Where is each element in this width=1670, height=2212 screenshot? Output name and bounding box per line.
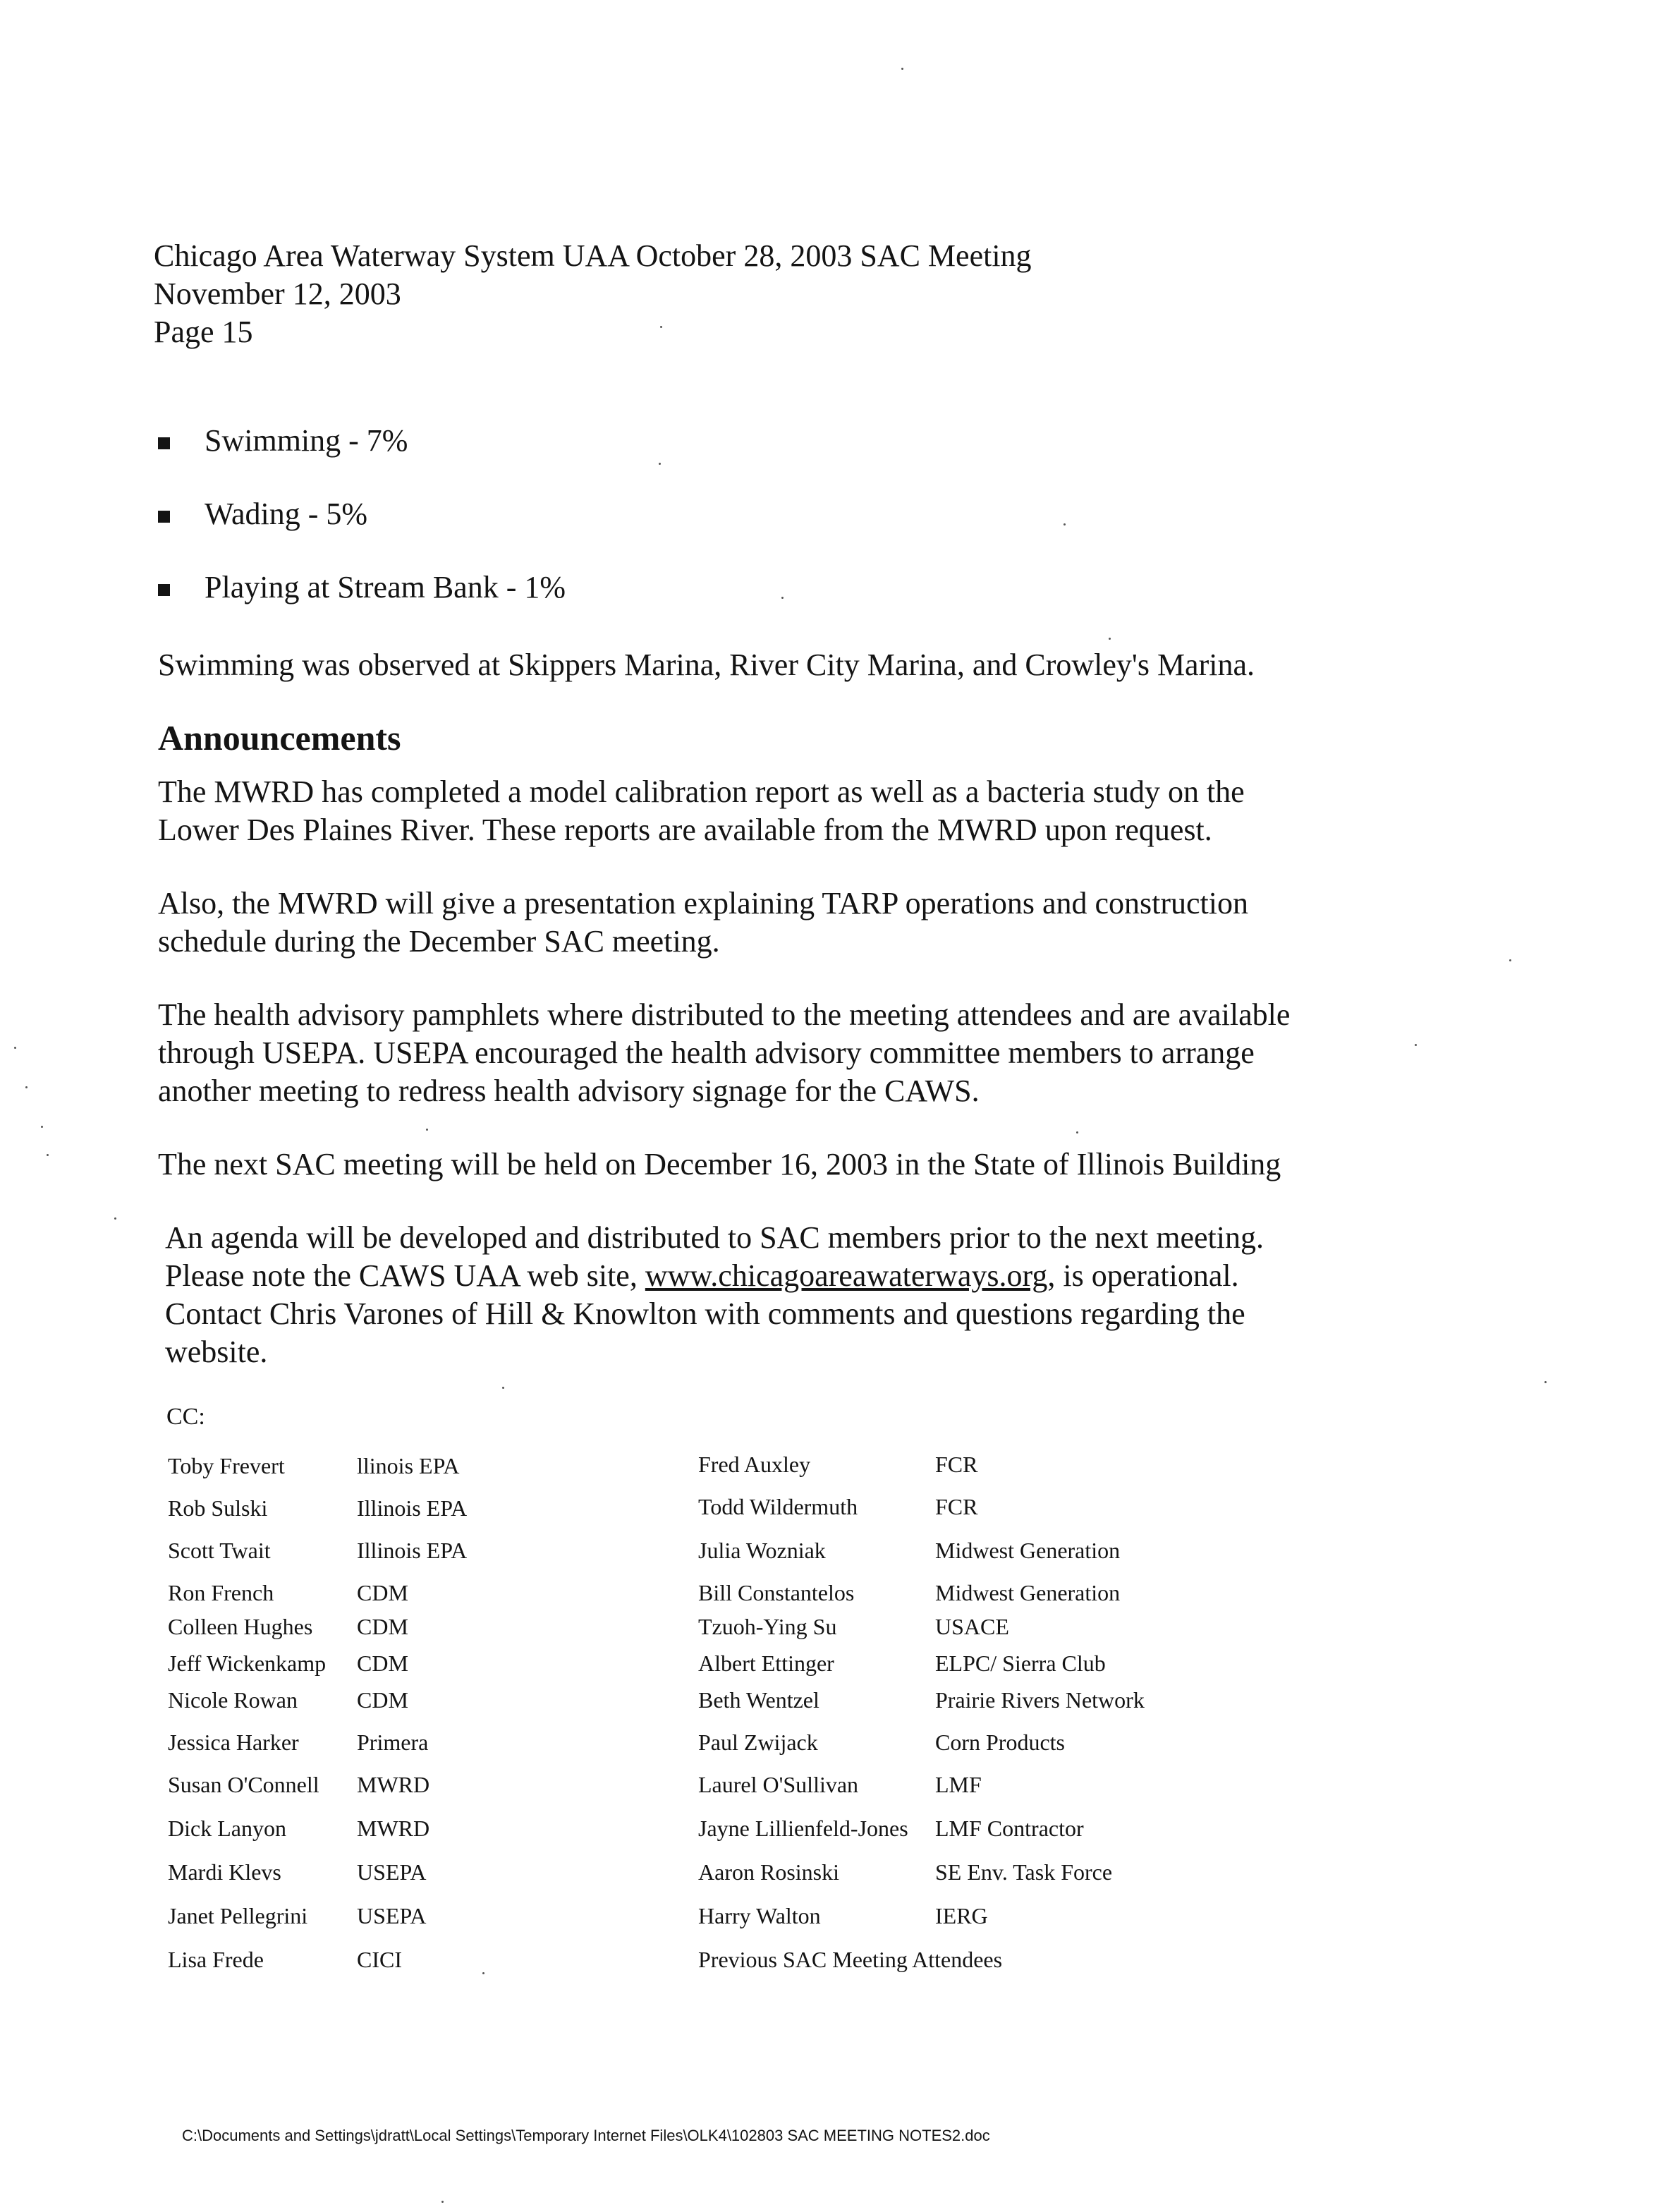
cc-name: Colleen Hughes	[168, 1614, 313, 1639]
cc-name: Lisa Frede	[168, 1947, 264, 1972]
swimming-note: Swimming was observed at Skippers Marina, River City Marina, and Crowley's Marina.	[158, 648, 1255, 682]
paragraph-line: website.	[165, 1335, 268, 1369]
scan-speck	[1076, 1131, 1078, 1134]
header-title: Chicago Area Waterway System UAA October 28, 2003 SAC Meeting	[154, 238, 1032, 273]
cc-name: Dick Lanyon	[168, 1816, 286, 1841]
scan-speck	[1415, 1044, 1417, 1046]
square-bullet-icon	[158, 437, 170, 449]
scan-speck	[901, 68, 903, 70]
bullet-text: Playing at Stream Bank - 1%	[205, 570, 566, 604]
paragraph-line: through USEPA. USEPA encouraged the health advisory committee members to arrange	[158, 1035, 1255, 1070]
cc-organization: SE Env. Task Force	[935, 1859, 1113, 1885]
cc-organization: CDM	[357, 1614, 408, 1639]
cc-name: Albert Ettinger	[698, 1651, 834, 1676]
header-date: November 12, 2003	[154, 276, 401, 311]
announcements-heading: Announcements	[158, 718, 401, 758]
cc-organization: Prairie Rivers Network	[935, 1687, 1145, 1713]
square-bullet-icon	[158, 584, 170, 596]
scan-speck	[1109, 638, 1111, 640]
cc-organization: LMF Contractor	[935, 1816, 1084, 1841]
cc-name: Toby Frevert	[168, 1453, 285, 1478]
cc-name: Harry Walton	[698, 1903, 821, 1928]
text-fragment: , is operational.	[1047, 1258, 1239, 1293]
paragraph-line: The MWRD has completed a model calibration report as well as a bacteria study on the	[158, 774, 1245, 809]
file-path-footer: C:\Documents and Settings\jdratt\Local Settings\Temporary Internet Files\OLK4\102803 SAC MEETING NOTES2.doc	[182, 2127, 990, 2144]
cc-name: Jayne Lillienfeld-Jones	[698, 1816, 908, 1841]
cc-organization: USEPA	[357, 1903, 427, 1928]
header-page-number: Page 15	[154, 315, 253, 349]
cc-organization: Illinois EPA	[357, 1495, 468, 1521]
cc-organization: CICI	[357, 1947, 402, 1972]
announcement-paragraph-3	[158, 996, 1399, 1110]
announcement-paragraph-5	[165, 1219, 1406, 1371]
cc-name: Previous SAC Meeting Attendees	[698, 1947, 1003, 1972]
cc-organization: ELPC/ Sierra Club	[935, 1651, 1106, 1676]
announcement-paragraph-1	[158, 773, 1399, 849]
cc-organization: MWRD	[357, 1772, 430, 1797]
scan-speck	[14, 1047, 16, 1049]
cc-name: Jeff Wickenkamp	[168, 1651, 327, 1676]
cc-organization: MWRD	[357, 1816, 430, 1841]
cc-name: Susan O'Connell	[168, 1772, 319, 1797]
cc-name: Jessica Harker	[168, 1730, 299, 1755]
cc-organization: FCR	[935, 1494, 978, 1519]
cc-name: Tzuoh-Ying Su	[698, 1614, 837, 1639]
scan-speck	[426, 1129, 428, 1131]
cc-name: Ron French	[168, 1580, 274, 1605]
scan-speck	[47, 1154, 49, 1156]
cc-name: Paul Zwijack	[698, 1730, 818, 1755]
cc-name: Nicole Rowan	[168, 1687, 298, 1713]
cc-label: CC:	[166, 1404, 205, 1430]
cc-organization: CDM	[357, 1651, 408, 1676]
bullet-text: Swimming - 7%	[205, 423, 408, 458]
scan-speck	[41, 1126, 43, 1128]
cc-organization: CDM	[357, 1580, 408, 1605]
cc-name: Janet Pellegrini	[168, 1903, 308, 1928]
cc-name: Beth Wentzel	[698, 1687, 819, 1713]
scan-speck	[441, 2201, 444, 2203]
cc-organization: USEPA	[357, 1859, 427, 1885]
cc-organization: Midwest Generation	[935, 1580, 1121, 1605]
scan-speck	[659, 463, 661, 465]
cc-organization: LMF	[935, 1772, 982, 1797]
cc-organization: CDM	[357, 1687, 408, 1713]
cc-organization: Primera	[357, 1730, 429, 1755]
square-bullet-icon	[158, 511, 170, 523]
page-header	[154, 237, 1032, 351]
cc-name: Laurel O'Sullivan	[698, 1772, 859, 1797]
paragraph-line: The health advisory pamphlets where distributed to the meeting attendees and are available	[158, 997, 1291, 1032]
bullet-text: Wading - 5%	[205, 497, 368, 531]
announcement-paragraph-4: The next SAC meeting will be held on December 16, 2003 in the State of Illinois Building	[158, 1147, 1281, 1181]
paragraph-line: schedule during the December SAC meeting.	[158, 924, 720, 959]
cc-name: Bill Constantelos	[698, 1580, 855, 1605]
scan-speck	[781, 597, 784, 599]
cc-organization: Illinois EPA	[357, 1538, 468, 1563]
cc-name: Fred Auxley	[698, 1452, 811, 1477]
cc-name: Julia Wozniak	[698, 1538, 826, 1563]
paragraph-line: Contact Chris Varones of Hill & Knowlton with comments and questions regarding the	[165, 1296, 1245, 1331]
cc-organization: Midwest Generation	[935, 1538, 1121, 1563]
scan-speck	[1063, 523, 1066, 525]
cc-name: Aaron Rosinski	[698, 1859, 839, 1885]
scan-speck	[482, 1972, 484, 1974]
cc-name: Scott Twait	[168, 1538, 271, 1563]
cc-name: Todd Wildermuth	[698, 1494, 858, 1519]
paragraph-line	[165, 1257, 1406, 1295]
paragraph-line: another meeting to redress health advisory signage for the CAWS.	[158, 1074, 980, 1108]
scan-speck	[660, 326, 662, 328]
cc-organization: FCR	[935, 1452, 978, 1477]
cc-organization: USACE	[935, 1614, 1009, 1639]
paragraph-line: Also, the MWRD will give a presentation explaining TARP operations and construction	[158, 886, 1248, 920]
scan-speck	[114, 1217, 116, 1220]
cc-name: Mardi Klevs	[168, 1859, 281, 1885]
paragraph-line: Lower Des Plaines River. These reports are available from the MWRD upon request.	[158, 813, 1212, 847]
announcement-paragraph-2	[158, 885, 1399, 961]
scan-speck	[1509, 959, 1511, 961]
text-fragment: Please note the CAWS UAA web site,	[165, 1258, 645, 1293]
cc-organization: IERG	[935, 1903, 988, 1928]
cc-name: Rob Sulski	[168, 1495, 268, 1521]
scan-speck	[25, 1086, 28, 1088]
website-link[interactable]: www.chicagoareawaterways.org	[645, 1258, 1048, 1293]
paragraph-line: An agenda will be developed and distributed to SAC members prior to the next meeting.	[165, 1220, 1264, 1255]
cc-organization: Corn Products	[935, 1730, 1065, 1755]
scan-speck	[502, 1387, 504, 1389]
cc-organization: llinois EPA	[357, 1453, 460, 1478]
scan-speck	[1544, 1381, 1547, 1383]
